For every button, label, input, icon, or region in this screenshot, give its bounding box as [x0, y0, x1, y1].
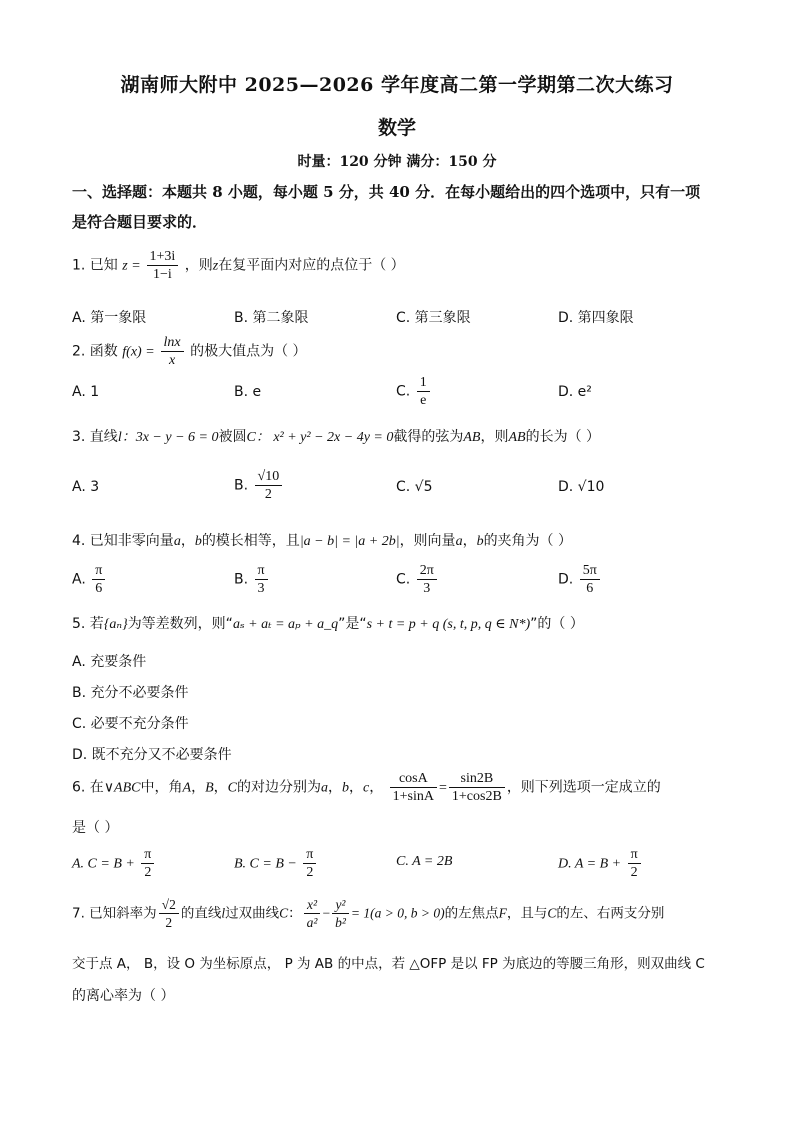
q6-option-d-fraction [628, 846, 641, 881]
q4-text2: 的模长相等，且 [201, 533, 300, 549]
section-heading-line2: 是符合题目要求的． [72, 213, 208, 231]
q1-text: ，则 [184, 257, 213, 274]
q7-hx-num: x² [304, 896, 321, 914]
q1-option-a: A. 第一象限 [72, 310, 147, 326]
q6-c: c [362, 780, 370, 796]
q3-option-b-num: √10 [255, 468, 283, 486]
q1-option-c: C. 第三象限 [396, 310, 471, 326]
section-heading-line1: 一、选择题：本题共 8 小题，每小题 5 分，共 40 分．在每小题给出的四个选项中，只有一项 [72, 183, 701, 201]
q3-option-d: D. √10 [558, 479, 605, 495]
q4-a2: a [455, 534, 463, 549]
q1-rest: 在复平面内对应的点位于（ ） [218, 257, 405, 274]
q6-text3: 的对边分别为 [236, 779, 321, 796]
q6-option-b [234, 846, 318, 881]
q4-option-d-num: 5π [580, 562, 600, 580]
subject-title: 数学 [377, 117, 416, 139]
q3-option-b-den: 2 [264, 487, 272, 502]
q4-option-a-label: A. [72, 571, 86, 588]
q7-hy-num: y² [332, 896, 349, 914]
q4-a: a [173, 534, 181, 549]
q7-colon: ： [288, 905, 302, 922]
q6-option-a-num: π [141, 846, 154, 864]
q6-text1: 6. 在 [72, 779, 104, 796]
q4-option-a-num: π [92, 562, 105, 580]
q6-option-d-text: D. A = B + [558, 856, 622, 872]
q2-option-b: B. e [234, 384, 262, 400]
q4-option-c [396, 562, 439, 597]
q5-cond2: s + t = p + q (s, t, p, q ∈ N*) [366, 617, 531, 632]
q7-F: F [498, 905, 507, 921]
q6-text2: 中，角 [140, 779, 183, 796]
q7-l: l [221, 905, 226, 921]
q7-line3: 的离心率为（ ） [72, 988, 175, 1004]
q6-option-b-den: 2 [306, 865, 314, 880]
q7-hx-den: a² [306, 915, 318, 930]
q7-y-fraction [332, 896, 349, 931]
question-1 [72, 248, 727, 283]
q3-l: l [117, 430, 122, 445]
q3-rest1: 截得的弦为 [393, 429, 464, 445]
q6-option-b-num: π [303, 846, 316, 864]
exam-title: 湖南师大附中 2025—2026 学年度高二第一学期第二次大练习 [120, 74, 674, 96]
q6-fraction-right [449, 770, 505, 805]
q1-z2: z [212, 258, 219, 274]
question-5 [72, 613, 727, 633]
q6-option-a [72, 846, 156, 881]
q7-x-fraction [304, 896, 321, 931]
q2-option-c-fraction [417, 374, 430, 409]
q4-text1: 4. 已知非零向量 [72, 533, 174, 549]
q6-den2: 1+cos2B [451, 789, 502, 804]
q6-fraction-left [390, 770, 437, 805]
q6-line2: 是（ ） [72, 820, 119, 836]
section-heading [72, 177, 722, 237]
q1-den: 1−i [153, 267, 172, 282]
q6-option-a-fraction [141, 846, 154, 881]
q7-slope-fraction [159, 896, 179, 931]
q4-option-b [234, 562, 270, 597]
question-3 [72, 426, 727, 446]
q7-text3: 过双曲线 [225, 905, 280, 922]
q6-option-b-text: B. C = B − [234, 856, 297, 872]
q6-option-d [558, 846, 643, 881]
q5-seq: {aₙ} [103, 617, 128, 632]
q4-text3: ，则向量 [399, 533, 456, 549]
q5-option-d: D. 既不充分又不必要条件 [72, 747, 232, 763]
q6-option-b-fraction [303, 846, 316, 881]
q7-text2: 的直线 [180, 905, 222, 922]
q7-text1: 7. 已知斜率为 [72, 905, 157, 922]
q6-option-a-text: A. C = B + [72, 856, 135, 872]
q5-option-a: A. 充要条件 [72, 654, 147, 670]
q4-option-b-den: 3 [257, 581, 265, 596]
q3-option-c: C. √5 [396, 479, 433, 495]
q1-z: z [122, 258, 128, 274]
q6-tri: ∨ABC [103, 780, 141, 796]
q2-option-a: A. 1 [72, 384, 100, 400]
q7-minus: − [322, 905, 331, 921]
q1-eq: = [132, 258, 141, 274]
q4-option-c-den: 3 [423, 581, 431, 596]
q4-option-a [72, 562, 107, 597]
q7-slope-num: √2 [159, 896, 179, 914]
q6-option-d-den: 2 [630, 865, 638, 880]
q5-cond1: aₛ + aₜ = aₚ + a_q [232, 617, 339, 632]
q4-option-d-label: D. [558, 571, 574, 588]
q2-func: f(x) [122, 344, 142, 360]
q6-eq: = [439, 780, 447, 796]
q3-option-a: A. 3 [72, 479, 100, 495]
q7-text4: 的左焦点 [444, 905, 499, 922]
q7-C2: C [547, 905, 557, 921]
q1-option-b: B. 第二象限 [234, 310, 309, 326]
q3-rest2: ，则 [480, 429, 509, 445]
q4-option-b-label: B. [234, 571, 249, 588]
q4-option-d [558, 562, 602, 597]
q4-option-b-fraction [255, 562, 268, 597]
q6-num1: cosA [390, 770, 437, 788]
q6-option-c [396, 853, 452, 870]
q6-option-c-text: C. A = 2B [396, 854, 453, 869]
q5-text1: 5. 若 [72, 616, 104, 632]
q4-b: b [194, 534, 202, 549]
q4-option-d-den: 6 [586, 581, 594, 596]
q4-option-d-fraction [580, 562, 600, 597]
q2-fraction [161, 334, 184, 369]
q1-fraction [147, 248, 179, 283]
q7-text6: 的左、右两支分别 [556, 905, 665, 922]
q3-line-eq: ：3x − y − 6 = 0 [121, 430, 219, 445]
q6-a: a [320, 780, 328, 796]
q6-option-d-num: π [628, 846, 641, 864]
q3-rest3: 的长为（ ） [525, 429, 601, 445]
q5-text3: ”是“ [338, 616, 367, 632]
q2-option-d: D. e² [558, 384, 592, 400]
q2-option-c-label: C. [396, 383, 411, 400]
q3-option-b-fraction [255, 468, 283, 503]
q3-C: C [246, 430, 256, 445]
q4-text4: 的夹角为（ ） [483, 533, 573, 549]
q5-option-c: C. 必要不充分条件 [72, 716, 189, 732]
q2-option-c [396, 374, 432, 409]
q7-hy-den: b² [335, 915, 346, 930]
q6-text4: ，则下列选项一定成立的 [506, 779, 661, 796]
q1-prefix: 1. 已知 [72, 257, 118, 274]
q2-option-c-den: e [420, 393, 427, 408]
q3-option-b [234, 468, 284, 503]
q6-b: b [341, 780, 349, 796]
q3-option-b-label: B. [234, 477, 249, 494]
q4-option-a-den: 6 [95, 581, 103, 596]
q2-den: x [168, 353, 176, 368]
q5-text4: ”的（ ） [530, 616, 584, 632]
q7-line2: 交于点 A， B，设 O 为坐标原点， P 为 AB 的中点，若 △OFP 是以 FP 为底边的等腰三角形，则双曲线 C [72, 956, 705, 972]
q6-option-a-den: 2 [144, 865, 152, 880]
question-2 [72, 334, 727, 369]
exam-meta: 时量：120 分钟 满分：150 分 [297, 154, 497, 170]
q4-option-b-num: π [255, 562, 268, 580]
q4-option-c-fraction [417, 562, 437, 597]
q7-slope-den: 2 [165, 915, 173, 930]
q4-option-a-fraction [92, 562, 105, 597]
q4-comma: ， [180, 533, 195, 549]
q6-A: A [182, 780, 192, 796]
q4-option-c-num: 2π [417, 562, 437, 580]
q1-num: 1+3i [147, 248, 179, 266]
q2-rest: 的极大值点为（ ） [190, 343, 307, 360]
question-4 [72, 530, 727, 550]
q3-AB2: AB [508, 430, 526, 445]
q6-B: B [205, 780, 214, 796]
q2-eq: = [146, 344, 155, 360]
q6-num2: sin2B [449, 770, 505, 788]
q5-option-b: B. 充分不必要条件 [72, 685, 189, 701]
q7-text5: ，且与 [506, 905, 548, 922]
q3-prefix: 3. 直线 [72, 429, 118, 445]
q6-den1: 1+sinA [392, 789, 434, 804]
q3-AB: AB [463, 430, 481, 445]
q5-text2: 为等差数列，则“ [127, 616, 233, 632]
q3-mid: 被圆 [218, 429, 247, 445]
q3-circle-eq: ： x² + y² − 2x − 4y = 0 [255, 430, 394, 445]
q7-rhs: = 1(a > 0, b > 0) [350, 905, 445, 921]
q4-b2: b [476, 534, 484, 549]
q4-comma2: ， [462, 533, 477, 549]
q6-C: C [227, 780, 237, 796]
q2-prefix: 2. 函数 [72, 343, 118, 360]
q4-option-c-label: C. [396, 571, 411, 588]
question-7 [72, 896, 727, 931]
q4-expr: |a − b| = |a + 2b| [299, 534, 400, 549]
question-6: 6. 在∨ABC中，角A，B，C的对边分别为a，b，c， $\frac{\cos A}{1+\sin A}$ = $\frac{\sin 2B}{1+\cos 2B}$ ，则下列选项一定成立的 [72, 771, 661, 804]
q2-num: lnx [161, 334, 184, 352]
q7-C: C [279, 905, 289, 921]
q1-option-d: D. 第四象限 [558, 310, 634, 326]
q2-option-c-num: 1 [417, 374, 430, 392]
